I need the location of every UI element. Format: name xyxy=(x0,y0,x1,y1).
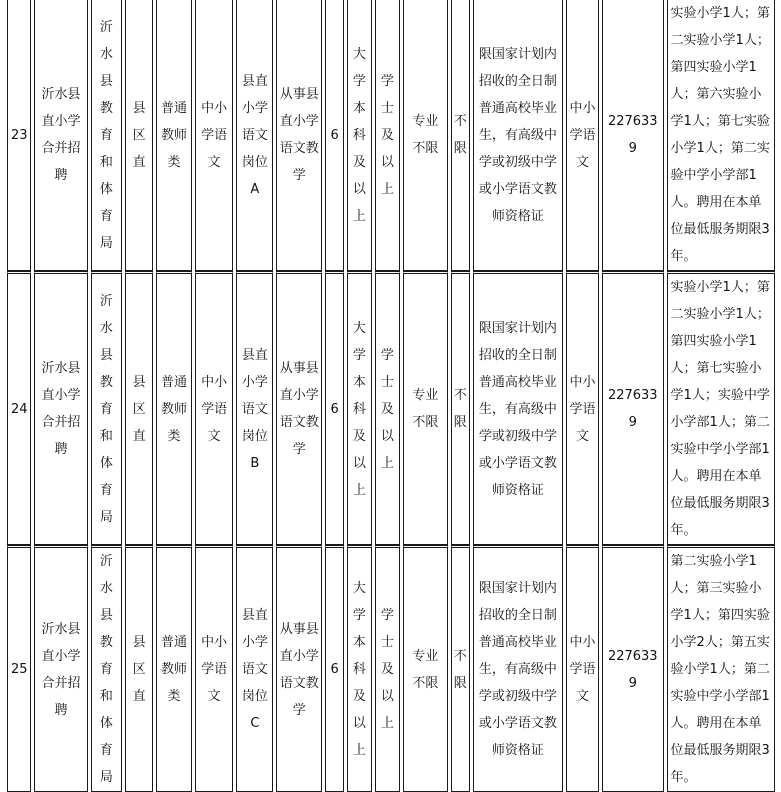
degree-requirement: 学士及以上 xyxy=(375,545,400,792)
other-requirement: 不限 xyxy=(451,545,470,792)
position-category: 普通教师类 xyxy=(156,271,192,545)
remark: 实验小学1人；第二实验小学1人；第四实验小学1人；第七实验小学1人；实验中学小学部1人；第二实验中学小学部1人。聘用在本单位最低服务期限3年。 xyxy=(667,271,775,545)
position-name: 县直小学语文岗位B xyxy=(236,271,273,545)
hiring-count: 6 xyxy=(325,271,344,545)
hiring-unit: 沂水县直小学合并招聘 xyxy=(34,0,87,271)
major-requirement: 专业不限 xyxy=(403,0,448,271)
position-name: 县直小学语文岗位A xyxy=(236,0,273,271)
unit-level: 县区直 xyxy=(125,0,153,271)
remark: 第二实验小学1人；第三实验小学1人；第四实验小学2人；第五实验小学1人；第二实验中学小学部1人。聘用在本单位最低服务期限3年。 xyxy=(667,545,775,792)
degree-requirement: 学士及以上 xyxy=(375,0,400,271)
duty-description: 从事县直小学语文教学 xyxy=(276,0,322,271)
row-number: 23 xyxy=(7,0,31,271)
duty-description: 从事县直小学语文教学 xyxy=(276,271,322,545)
exam-subject: 中小学语文 xyxy=(566,271,599,545)
position-category: 普通教师类 xyxy=(156,0,192,271)
qualification-requirement: 限国家计划内招收的全日制普通高校毕业生，有高级中学或初级中学或小学语文教师资格证 xyxy=(473,0,563,271)
degree-requirement: 学士及以上 xyxy=(375,271,400,545)
contact-phone: 2276339 xyxy=(602,271,664,545)
exam-subject: 中小学语文 xyxy=(566,0,599,271)
other-requirement: 不限 xyxy=(451,271,470,545)
hiring-count: 6 xyxy=(325,545,344,792)
remark: 实验小学1人；第二实验小学1人；第四实验小学1人；第六实验小学1人；第七实验小学1人；第二实验中学小学部1人。聘用在本单位最低服务期限3年。 xyxy=(667,0,775,271)
table-row xyxy=(7,271,775,545)
unit-level: 县区直 xyxy=(125,545,153,792)
row-number: 25 xyxy=(7,545,31,792)
authority: 沂水县教育和体育局 xyxy=(91,545,123,792)
subject: 中小学语文 xyxy=(195,0,233,271)
major-requirement: 专业不限 xyxy=(403,271,448,545)
subject: 中小学语文 xyxy=(195,271,233,545)
position-name: 县直小学语文岗位C xyxy=(236,545,273,792)
qualification-requirement: 限国家计划内招收的全日制普通高校毕业生，有高级中学或初级中学或小学语文教师资格证 xyxy=(473,271,563,545)
table-row xyxy=(7,545,775,792)
exam-subject: 中小学语文 xyxy=(566,545,599,792)
position-category: 普通教师类 xyxy=(156,545,192,792)
contact-phone: 2276339 xyxy=(602,545,664,792)
subject: 中小学语文 xyxy=(195,545,233,792)
table-row xyxy=(7,0,775,271)
row-number: 24 xyxy=(7,271,31,545)
major-requirement: 专业不限 xyxy=(403,545,448,792)
education-requirement: 大学本科及以上 xyxy=(347,545,371,792)
authority: 沂水县教育和体育局 xyxy=(91,0,123,271)
unit-level: 县区直 xyxy=(125,271,153,545)
hiring-unit: 沂水县直小学合并招聘 xyxy=(34,545,87,792)
authority: 沂水县教育和体育局 xyxy=(91,271,123,545)
education-requirement: 大学本科及以上 xyxy=(347,0,371,271)
contact-phone: 2276339 xyxy=(602,0,664,271)
other-requirement: 不限 xyxy=(451,0,470,271)
qualification-requirement: 限国家计划内招收的全日制普通高校毕业生，有高级中学或初级中学或小学语文教师资格证 xyxy=(473,545,563,792)
duty-description: 从事县直小学语文教学 xyxy=(276,545,322,792)
recruitment-table xyxy=(4,0,778,792)
education-requirement: 大学本科及以上 xyxy=(347,271,371,545)
hiring-count: 6 xyxy=(325,0,344,271)
hiring-unit: 沂水县直小学合并招聘 xyxy=(34,271,87,545)
